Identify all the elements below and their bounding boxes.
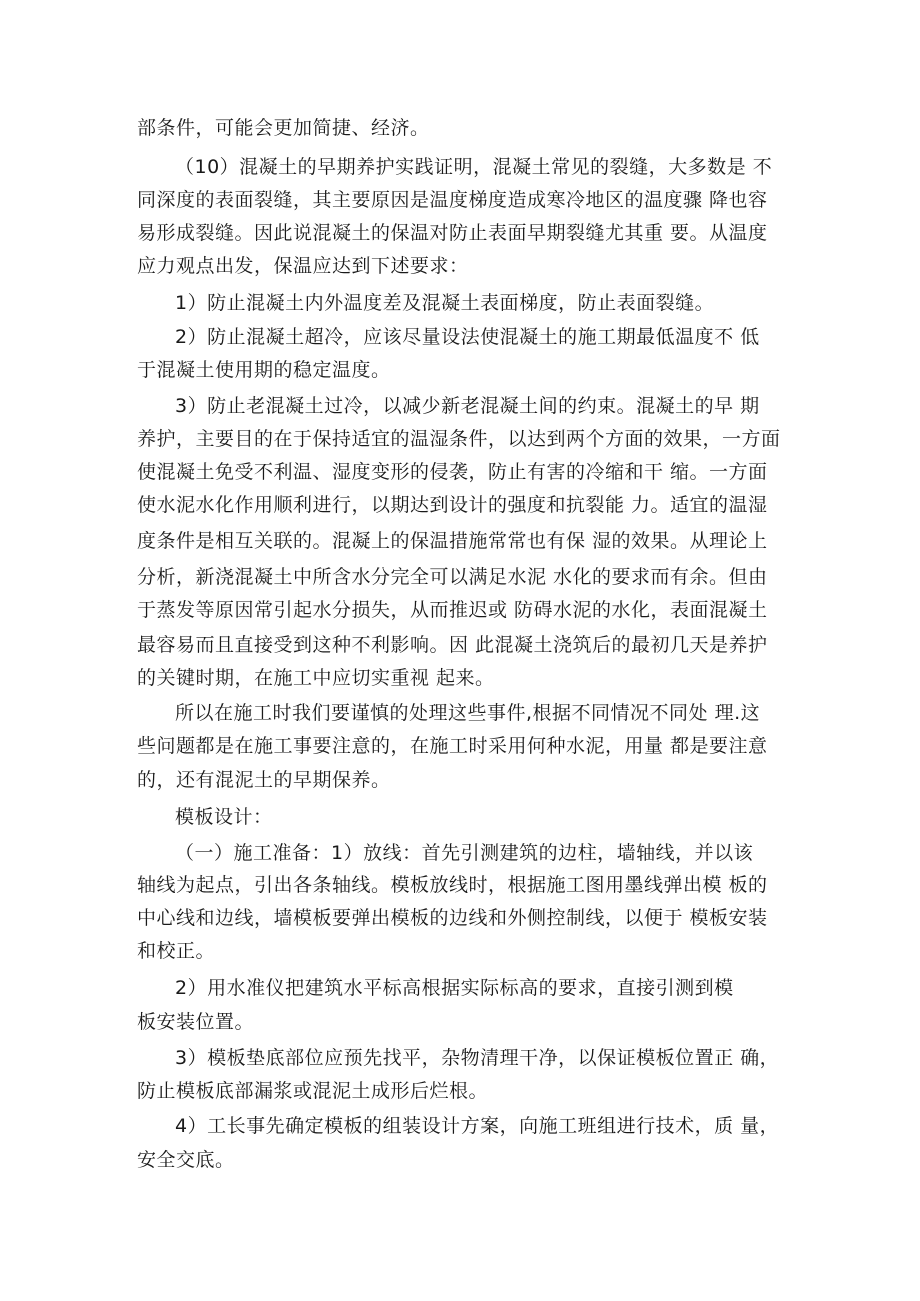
text-line: （一）施工准备：1）放线：首先引测建筑的边柱，墙轴线，并以该 — [175, 842, 754, 864]
text-line: 使混凝土免受不利温、湿度变形的侵袭，防止有害的冷缩和干 缩。一方面 — [137, 461, 768, 483]
text-line: 防止模板底部漏浆或混泥土成形后烂根。 — [137, 1080, 489, 1102]
text-line: 安全交底。 — [137, 1149, 235, 1171]
text-line: 部条件，可能会更加简捷、经济。 — [137, 117, 430, 139]
text-line: 2）防止混凝土超冷，应该尽量设法使混凝土的施工期最低温度不 低 — [175, 326, 760, 348]
text-line: 的，还有混泥土的早期保养。 — [137, 769, 391, 791]
text-line: 4）工长事先确定模板的组装设计方案，向施工班组进行技术，质 量， — [175, 1115, 780, 1137]
text-line: 3）防止老混凝土过冷，以减少新老混凝土间的约束。混凝土的早 期 — [175, 395, 760, 417]
text-line: 2）用水准仪把建筑水平标高根据实际标高的要求，直接引测到模 — [175, 977, 734, 999]
text-line: 些问题都是在施工事要注意的，在施工时采用何种水泥，用量 都是要注意 — [137, 735, 768, 757]
text-line: 度条件是相互关联的。混凝上的保温措施常常也有保 湿的效果。从理论上 — [137, 530, 768, 552]
text-line: 板安装位置。 — [137, 1011, 255, 1033]
text-line: 模板设计： — [175, 806, 273, 828]
text-line: 最容易而且直接受到这种不利影响。因 此混凝土浇筑后的最初几天是养护 — [137, 634, 768, 656]
text-line: 使水泥水化作用顺利进行，以期达到设计的强度和抗裂能 力。适宜的温湿 — [137, 494, 768, 516]
text-line: 同深度的表面裂缝，其主要原因是温度梯度造成寒冷地区的温度骤 降也容 — [137, 189, 768, 211]
text-line: 1）防止混凝土内外温度差及混凝土表面梯度，防止表面裂缝。 — [175, 292, 715, 314]
text-line: 养护，主要目的在于保持适宜的温湿条件，以达到两个方面的效果，一方面 — [137, 428, 781, 450]
text-line: 应力观点出发，保温应达到下述要求： — [137, 255, 469, 277]
text-line: 于蒸发等原因常引起水分损失，从而推迟或 防碍水泥的水化，表面混凝土 — [137, 599, 768, 621]
text-line: 中心线和边线，墙模板要弹出模板的边线和外侧控制线，以便于 模板安装 — [137, 907, 768, 929]
text-line: 分析，新浇混凝土中所含水分完全可以满足水泥 水化的要求而有余。但由 — [137, 566, 768, 588]
text-line: 所以在施工时我们要谨慎的处理这些事件,根据不同情况不同处 理.这 — [175, 702, 761, 724]
text-line: 轴线为起点，引出各条轴线。模板放线时，根据施工图用墨线弹出模 板的 — [137, 874, 768, 896]
text-line: 3）模板垫底部位应预先找平，杂物清理干净，以保证模板位置正 确， — [175, 1047, 780, 1069]
text-line: 于混凝土使用期的稳定温度。 — [137, 359, 391, 381]
text-line: 的关键时期，在施工中应切实重视 起来。 — [137, 667, 495, 689]
text-line: （10）混凝土的早期养护实践证明，混凝土常见的裂缝，大多数是 不 — [175, 156, 773, 178]
text-line: 易形成裂缝。因此说混凝土的保温对防止表面早期裂缝尤其重 要。从温度 — [137, 222, 768, 244]
text-line: 和校正。 — [137, 940, 216, 962]
